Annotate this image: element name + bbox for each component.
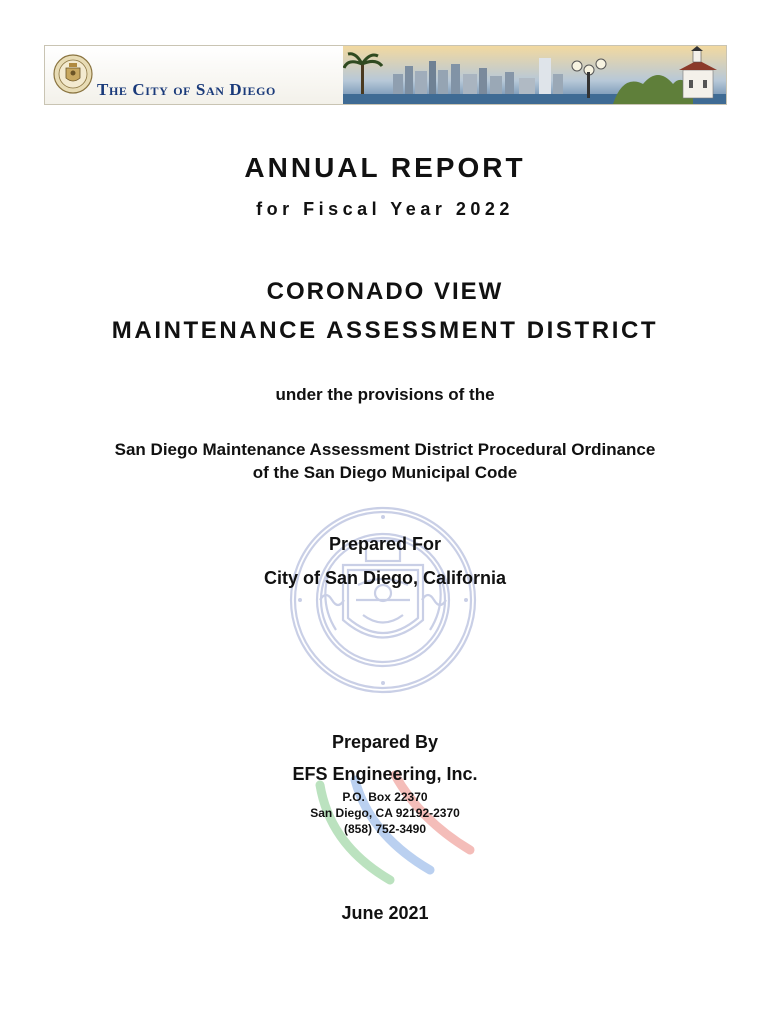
ordinance-line2: of the San Diego Municipal Code [252, 463, 518, 482]
banner-city-name: The City of San Diego [97, 80, 276, 99]
header-banner [44, 45, 727, 105]
address-city-zip: San Diego, CA 92192-2370 [310, 806, 460, 820]
report-title: ANNUAL REPORT [244, 152, 526, 183]
prepared-for-name: City of San Diego, California [263, 568, 507, 588]
phone-number: (858) 752-3490 [343, 822, 427, 836]
prepared-by-label: Prepared By [331, 732, 439, 752]
district-name-line1: CORONADO VIEW [266, 278, 504, 305]
prepared-by-name: EFS Engineering, Inc. [292, 764, 478, 784]
skyline-photo-icon [343, 46, 726, 104]
ordinance-line1: San Diego Maintenance Assessment District Procedural Ordinance [114, 440, 656, 459]
address-po-box: P.O. Box 22370 [342, 790, 428, 804]
provisions-text: under the provisions of the [275, 385, 495, 404]
district-name-line2: MAINTENANCE ASSESSMENT DISTRICT [111, 317, 659, 344]
report-subtitle: for Fiscal Year 2022 [256, 199, 514, 219]
banner-left-panel [45, 46, 343, 104]
prepared-for-label: Prepared For [328, 534, 442, 554]
report-date: June 2021 [341, 903, 429, 923]
city-seal-icon [53, 54, 93, 94]
